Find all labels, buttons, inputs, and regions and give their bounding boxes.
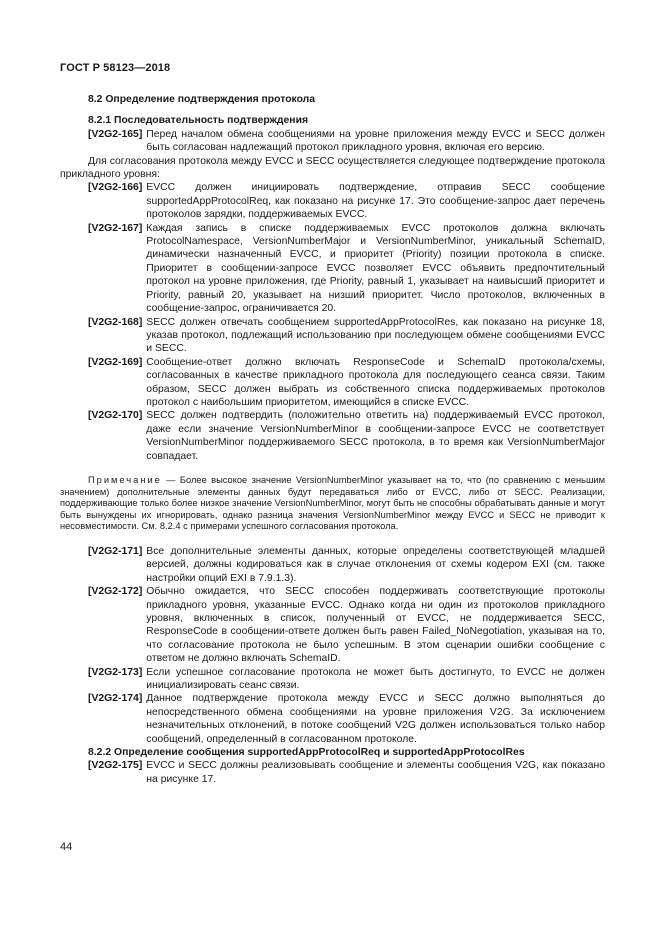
requirement-text: EVCC и SECC должны реализовывать сообщение и элементы сообщения V2G, как показано на рисунке 17. <box>146 760 605 785</box>
requirement-text: Перед началом обмена сообщениями на уровне приложения между EVCC и SECC должен быть согласован надлежащий протокол прикладного уровня, включая его версию. <box>146 128 605 154</box>
requirement-id: [V2G2-174] <box>88 693 143 705</box>
requirement-item <box>88 222 605 316</box>
requirement-item <box>88 356 605 410</box>
note-text: — Более высокое значение VersionNumberMinor указывает на то, что (по сравнению с меньшим значением) дополнительные элементы данных будут передаваться либо от EVCC, либо от SECC. Реализации, поддерживающие только более низкое значение VersionNumberMinor, могут быть не способны обрабатывать данные и могут быть вынуждены их игнорировать, однако разница значения VersionNumberMinor между EVCC и SECC не приводит к несовместимости. См. 8.2.4 с примерами успешного согласования протокола. <box>60 474 605 532</box>
requirement-id: [V2G2-167] <box>88 222 143 234</box>
requirement-text: SECC должен подтвердить (положительно ответить на) поддерживаемый EVCC протокол, даже если значение VersionNumberMinor в сообщении-запросе EVCC не соответствует VersionNumberMinor поддерживаемого SECC протокола, в то время как VersionNumberMajor совпадает. <box>146 410 605 462</box>
requirement-text: Обычно ожидается, что SECC способен поддерживать соответствующие протоколы прикладного уровня, указанные EVCC. Однако когда ни один из протоколов прикладного уровня, включенных в список, полученный от EVCC, не поддерживается SECC, ResponseCode в сообщении-ответе должен быть равен Failed_NoNegotiation, указывая на то, что согласование протокола не было успешным. В этом сценарии ошибки сообщение с ответом не должно включать SchemaID. <box>146 586 605 665</box>
page-number: 44 <box>60 841 73 853</box>
requirement-id: [V2G2-168] <box>88 316 143 328</box>
requirement-id: [V2G2-169] <box>88 356 143 368</box>
requirement-id: [V2G2-173] <box>88 666 143 678</box>
requirement-id: [V2G2-171] <box>88 545 143 557</box>
requirement-id: [V2G2-172] <box>88 586 143 598</box>
requirement-text: Если успешное согласование протокола не может быть достигнуто, то EVCC не должен инициализировать сеанс связи. <box>146 666 605 691</box>
requirement-id: [V2G2-166] <box>88 182 143 194</box>
requirement-text: Сообщение-ответ должно включать ResponseCode и SchemaID протокола/схемы, согласованных в качестве прикладного протокола для последующего сеанса связи. Таким образом, SECC должен выбрать из собственного списка поддерживаемых протоколов протокол с наибольшим приоритетом, имеющийся в списке EVCC. <box>146 356 605 408</box>
requirement-item <box>88 181 605 221</box>
requirement-item <box>88 666 605 693</box>
requirement-id: [V2G2-170] <box>88 410 143 422</box>
note-paragraph <box>60 475 605 533</box>
requirement-text: Каждая запись в списке поддерживаемых EVCC протоколов должна включать ProtocolNamespace, VersionNumberMajor и VersionNumberMinor, уникальный SchemaID, динамически назначенный EVCC, и приоритет (Priority) позиции протокола в списке. Приоритет в сообщении-запросе EVCC позволяет EVCC объявить предпочтительный протокол на уровне приложения, где Priority, равный 1, указывает на наивысший приоритет и Priority, равный 20, указывает на низший приоритет. Число протоколов, включенных в сообщение-запрос, ограничивается 20. <box>146 222 605 315</box>
subsection-title-8-2-1: 8.2.1 Последовательность подтверждения <box>88 115 309 127</box>
note-label: Примечание <box>88 474 162 485</box>
requirement-id: [V2G2-165] <box>88 128 143 140</box>
requirement-text: EVCC должен инициировать подтверждение, отправив SECC сообщение supportedAppProtocolReq, как показано на рисунке 17. Это сообщение-запрос дает перечень протоколов зарядки, поддерживаемых EVCC. <box>146 182 605 221</box>
requirement-item <box>88 316 605 356</box>
requirement-item <box>88 759 605 786</box>
requirement-text: Все дополнительные элементы данных, которые определены соответствующей младшей версией, должны кодироваться как в случае отклонения от схемы кодером EXI (см. также настройки опций EXI в 7.9.1.3). <box>146 545 605 584</box>
document-code: ГОСТ Р 58123—2018 <box>60 62 171 74</box>
requirement-item <box>88 692 605 746</box>
requirement-item <box>88 545 605 585</box>
requirement-text: SECC должен отвечать сообщением supportedAppProtocolRes, как показано на рисунке 18, указав протокол, подлежащий использованию при последующем обмене сообщениями EVCC и SECC. <box>146 316 605 355</box>
intro-paragraph: Для согласования протокола между EVCC и SECC осуществляется следующее подтверждение протокола прикладного уровня: <box>60 155 605 181</box>
requirement-id: [V2G2-175] <box>88 760 143 772</box>
document-body <box>60 91 605 786</box>
requirement-item <box>88 128 605 155</box>
requirement-text: Данное подтверждение протокола между EVCC и SECC должно выполняться до непосредственного обмена сообщениями на уровне приложения V2G. За исключением незначительных отклонений, в потоке сообщений V2G должен использоваться только набор сообщений, определенный в согласованном протоколе. <box>146 693 605 745</box>
section-title: 8.2 Определение подтверждения протокола <box>88 94 316 105</box>
requirement-item <box>88 585 605 665</box>
requirement-item <box>88 409 605 463</box>
subsection-title-8-2-2: 8.2.2 Определение сообщения supportedAppProtocolReq и supportedAppProtocolRes <box>88 747 525 759</box>
